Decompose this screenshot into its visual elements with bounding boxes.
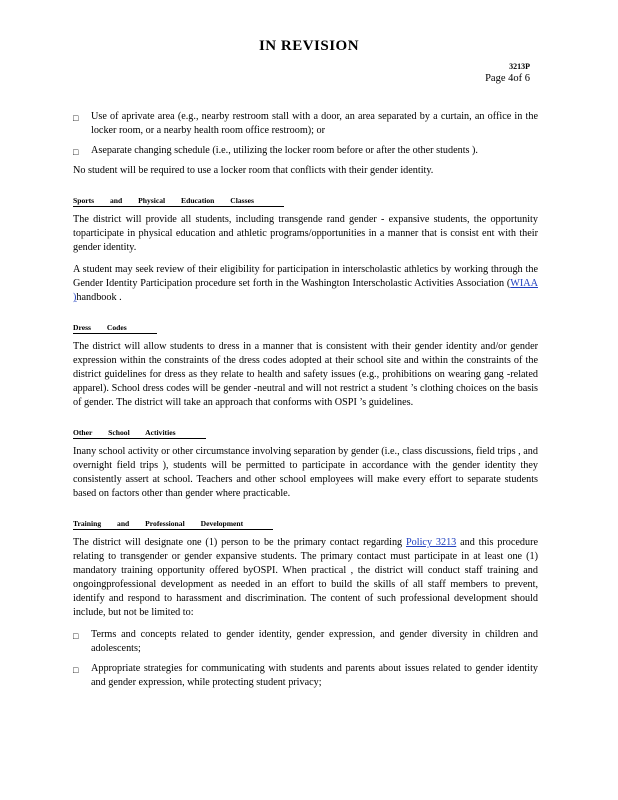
sports-paragraph-2 [73, 263, 538, 305]
bullet-icon: □ [73, 147, 79, 157]
list-item [73, 628, 538, 656]
policy-3213-link[interactable]: Policy 3213 [406, 537, 457, 548]
sports-heading: Sports and Physical Education Classes [73, 196, 284, 207]
bullet-icon: □ [73, 631, 79, 641]
other-activities-heading: Other School Activities [73, 428, 206, 439]
bullet-text: Use of aprivate area (e.g., nearby restroom stall with a door, an area separated by a curtain, an office in the locker room, or a nearby health room office restroom); or [91, 111, 538, 136]
bullet-icon: □ [73, 113, 79, 123]
list-item [73, 662, 538, 690]
locker-room-statement: No student will be required to use a locker room that conflicts with their gender identity. [73, 165, 434, 176]
dress-codes-heading: Dress Codes [73, 323, 157, 334]
bullet-icon: □ [73, 665, 79, 675]
training-text-before: The district will designate one (1) person to be the primary contact regarding [73, 537, 406, 548]
policy-number: 3213P [509, 62, 530, 71]
document-body [73, 110, 538, 696]
page-number: Page 4of 6 [485, 73, 530, 84]
sports-p2-text-after: handbook . [76, 292, 122, 303]
training-heading: Training and Professional Development [73, 519, 273, 530]
list-item [73, 144, 538, 158]
bullet-text: Appropriate strategies for communicating with students and parents about issues related to gender identity and gender expression, while protecting student privacy; [91, 663, 538, 688]
list-item [73, 110, 538, 138]
sports-p2-text-before: A student may seek review of their eligibility for participation in interscholastic athletics by working through the Gender Identity Participation procedure set forth in the Washington Interscholastic Activities Association ( [73, 264, 538, 289]
bullet-text: Terms and concepts related to gender identity, gender expression, and gender diversity in children and adolescents; [91, 629, 538, 654]
sports-paragraph-1: The district will provide all students, including transgende rand gender - expansive students, the opportunity toparticipate in physical education and athletic programs/opportunities in a manner that is consist ent with their gender identity. [73, 214, 538, 253]
training-paragraph [73, 536, 538, 620]
other-activities-paragraph: Inany school activity or other circumstance involving separation by gender (i.e., class discussions, field trips , and overnight field trips ), students will be permitted to participate in accordance with the gender identity they consistently assert at school. Teachers and other school employees will make every effort to separate students based on factors other than gender where practicable. [73, 446, 538, 499]
wiaa-link[interactable]: WIAA ) [73, 278, 538, 303]
dress-codes-paragraph: The district will allow students to dress in a manner that is consistent with their gender identity and/or gender expression within the constraints of the dress codes adopted at their school site and within the constraints of the district guidelines for dress as they relate to health and safety issues (e.g., prohibitions on wearing gang -related apparel). School dress codes will be gender -neutral and will not restrict a student ’s clothing choices on the basis of gender. The district will take an approach that conforms with OSPI ’s guidelines. [73, 341, 538, 408]
revision-header: IN REVISION [258, 38, 360, 54]
bullet-text: Aseparate changing schedule (i.e., utilizing the locker room before or after the other students ). [91, 145, 478, 156]
training-text-after: and this procedure relating to transgender or gender expansive students. The primary contact must participate in at least one (1) mandatory training opportunity offered byOSPI. When practical , the district will conduct staff training and ongoingprofessional development as needed in an effort to build the skills of all staff members to prevent, identify and respond to harassment and discrimination. The content of such professional development should include, but not be limited to: [73, 537, 538, 618]
